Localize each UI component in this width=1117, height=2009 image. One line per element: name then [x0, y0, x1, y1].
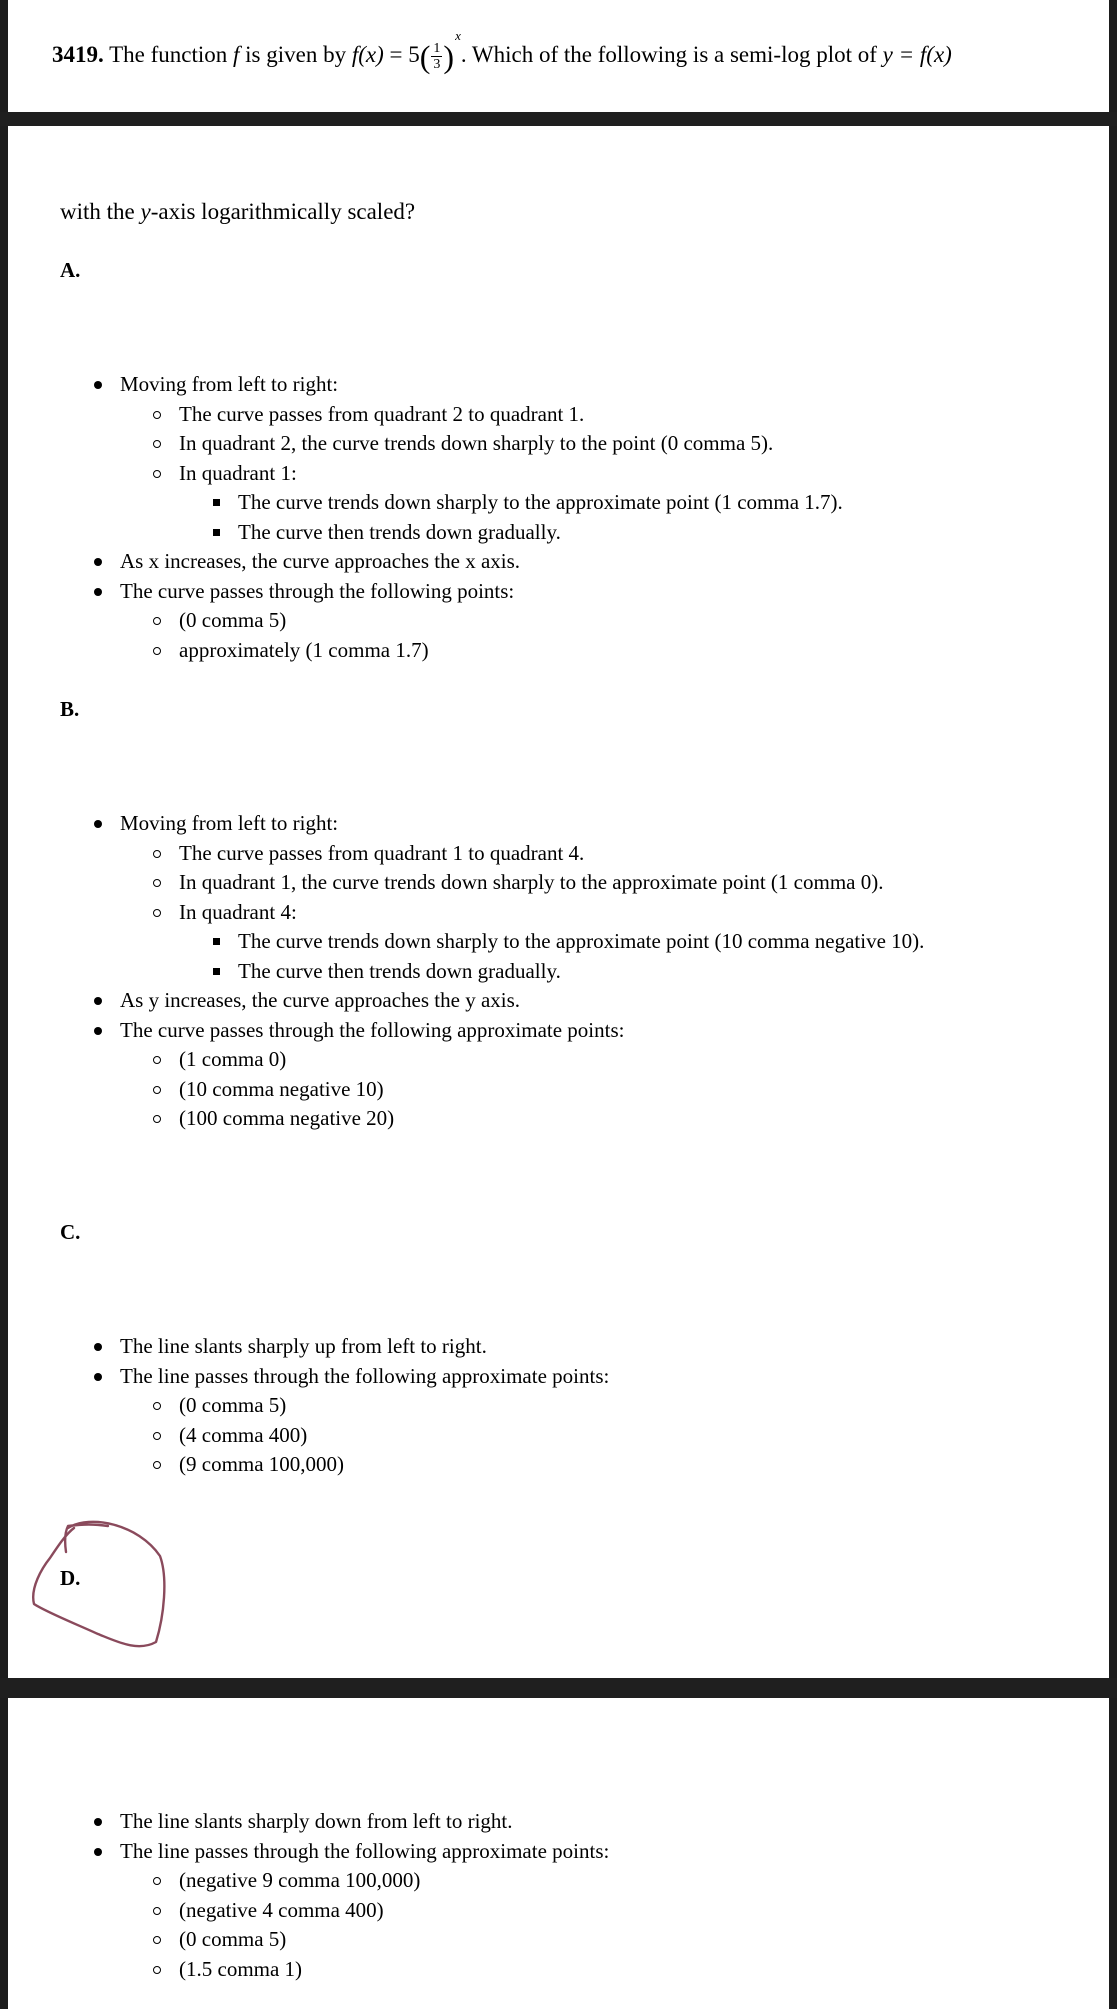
question-text: The function — [109, 42, 233, 67]
list-item: (9 comma 100,000) — [151, 1450, 609, 1480]
list-item — [92, 1016, 924, 1134]
list-item: (negative 9 comma 100,000) — [151, 1866, 609, 1896]
page-1 — [0, 0, 1117, 112]
list-item: In quadrant 2, the curve trends down sharply to the point (0 comma 5). — [151, 429, 843, 459]
question-text: is given by — [239, 42, 352, 67]
option-b-letter[interactable]: B. — [60, 697, 80, 721]
handwritten-circle-annotation — [28, 1516, 168, 1650]
list-item-text: The line passes through the following approximate points: — [120, 1363, 610, 1388]
option-b-description — [92, 809, 924, 1134]
list-item: (negative 4 comma 400) — [151, 1896, 609, 1926]
list-item: (1 comma 0) — [151, 1045, 924, 1075]
option-d-letter[interactable]: D. — [60, 1566, 81, 1590]
option-d-description — [92, 1807, 609, 1984]
list-item: The curve trends down sharply to the approximate point (1 comma 1.7). — [210, 488, 843, 518]
fraction — [431, 41, 442, 72]
list-item — [151, 898, 924, 987]
option-a-description — [92, 370, 843, 665]
list-item: As y increases, the curve approaches the y axis. — [92, 986, 924, 1016]
list-item — [92, 577, 843, 666]
list-item: In quadrant 1, the curve trends down sharply to the approximate point (1 comma 0). — [151, 868, 924, 898]
list-item-text: In quadrant 1: — [179, 460, 297, 485]
page-3 — [0, 1698, 1117, 2009]
list-item-text: Moving from left to right: — [120, 372, 339, 396]
fraction-numerator: 1 — [433, 41, 441, 57]
y-variable: y — [140, 199, 151, 224]
list-item: The curve passes from quadrant 2 to quadrant 1. — [151, 400, 843, 430]
list-item: approximately (1 comma 1.7) — [151, 636, 843, 666]
list-item — [92, 1362, 609, 1480]
page-2 — [0, 126, 1117, 1678]
list-item: (0 comma 5) — [151, 1391, 609, 1421]
list-item — [92, 370, 843, 547]
circle-stroke — [33, 1522, 164, 1646]
list-item: The curve then trends down gradually. — [210, 957, 924, 987]
question-text: . Which of the following is a semi-log plot of — [460, 42, 883, 67]
list-item: The curve passes from quadrant 1 to quadrant 4. — [151, 839, 924, 869]
list-item — [92, 809, 924, 986]
list-item: (0 comma 5) — [151, 1925, 609, 1955]
list-item: The curve then trends down gradually. — [210, 518, 843, 548]
list-item — [92, 1837, 609, 1985]
list-item-text: The line passes through the following approximate points: — [120, 1838, 610, 1863]
exponent: x — [455, 28, 461, 43]
list-item: The line slants sharply up from left to right. — [92, 1332, 609, 1362]
open-paren: ( — [419, 38, 431, 75]
function-name: f — [233, 42, 240, 67]
list-item-text: Moving from left to right: — [120, 811, 339, 835]
question-number: 3419. — [52, 42, 104, 67]
list-item-text: The curve passes through the following points: — [120, 578, 515, 603]
list-item: The line slants sharply down from left to right. — [92, 1807, 609, 1837]
question-stem — [52, 18, 952, 73]
option-c-description — [92, 1332, 609, 1480]
y-equation: y = f(x) — [882, 42, 952, 67]
option-a-letter[interactable]: A. — [60, 258, 81, 282]
list-item: (100 comma negative 20) — [151, 1104, 924, 1134]
equation-coefficient: = 5 — [383, 42, 420, 67]
page-divider — [0, 1678, 1117, 1698]
question-continuation — [60, 199, 415, 225]
page-divider — [0, 112, 1117, 126]
list-item-text: The curve passes through the following approximate points: — [120, 1017, 625, 1042]
list-item: (10 comma negative 10) — [151, 1075, 924, 1105]
option-c-letter[interactable]: C. — [60, 1220, 81, 1244]
list-item: (1.5 comma 1) — [151, 1955, 609, 1985]
list-item: (0 comma 5) — [151, 606, 843, 636]
list-item: As x increases, the curve approaches the x axis. — [92, 547, 843, 577]
close-paren: ) — [443, 38, 455, 75]
question-text: -axis logarithmically scaled? — [150, 199, 416, 224]
question-text: with the — [60, 199, 141, 224]
list-item — [151, 459, 843, 548]
list-item: The curve trends down sharply to the approximate point (10 comma negative 10). — [210, 927, 924, 957]
list-item: (4 comma 400) — [151, 1421, 609, 1451]
fraction-denominator: 3 — [433, 57, 441, 73]
list-item-text: In quadrant 4: — [179, 899, 297, 924]
function-expression: f(x) — [351, 42, 384, 67]
